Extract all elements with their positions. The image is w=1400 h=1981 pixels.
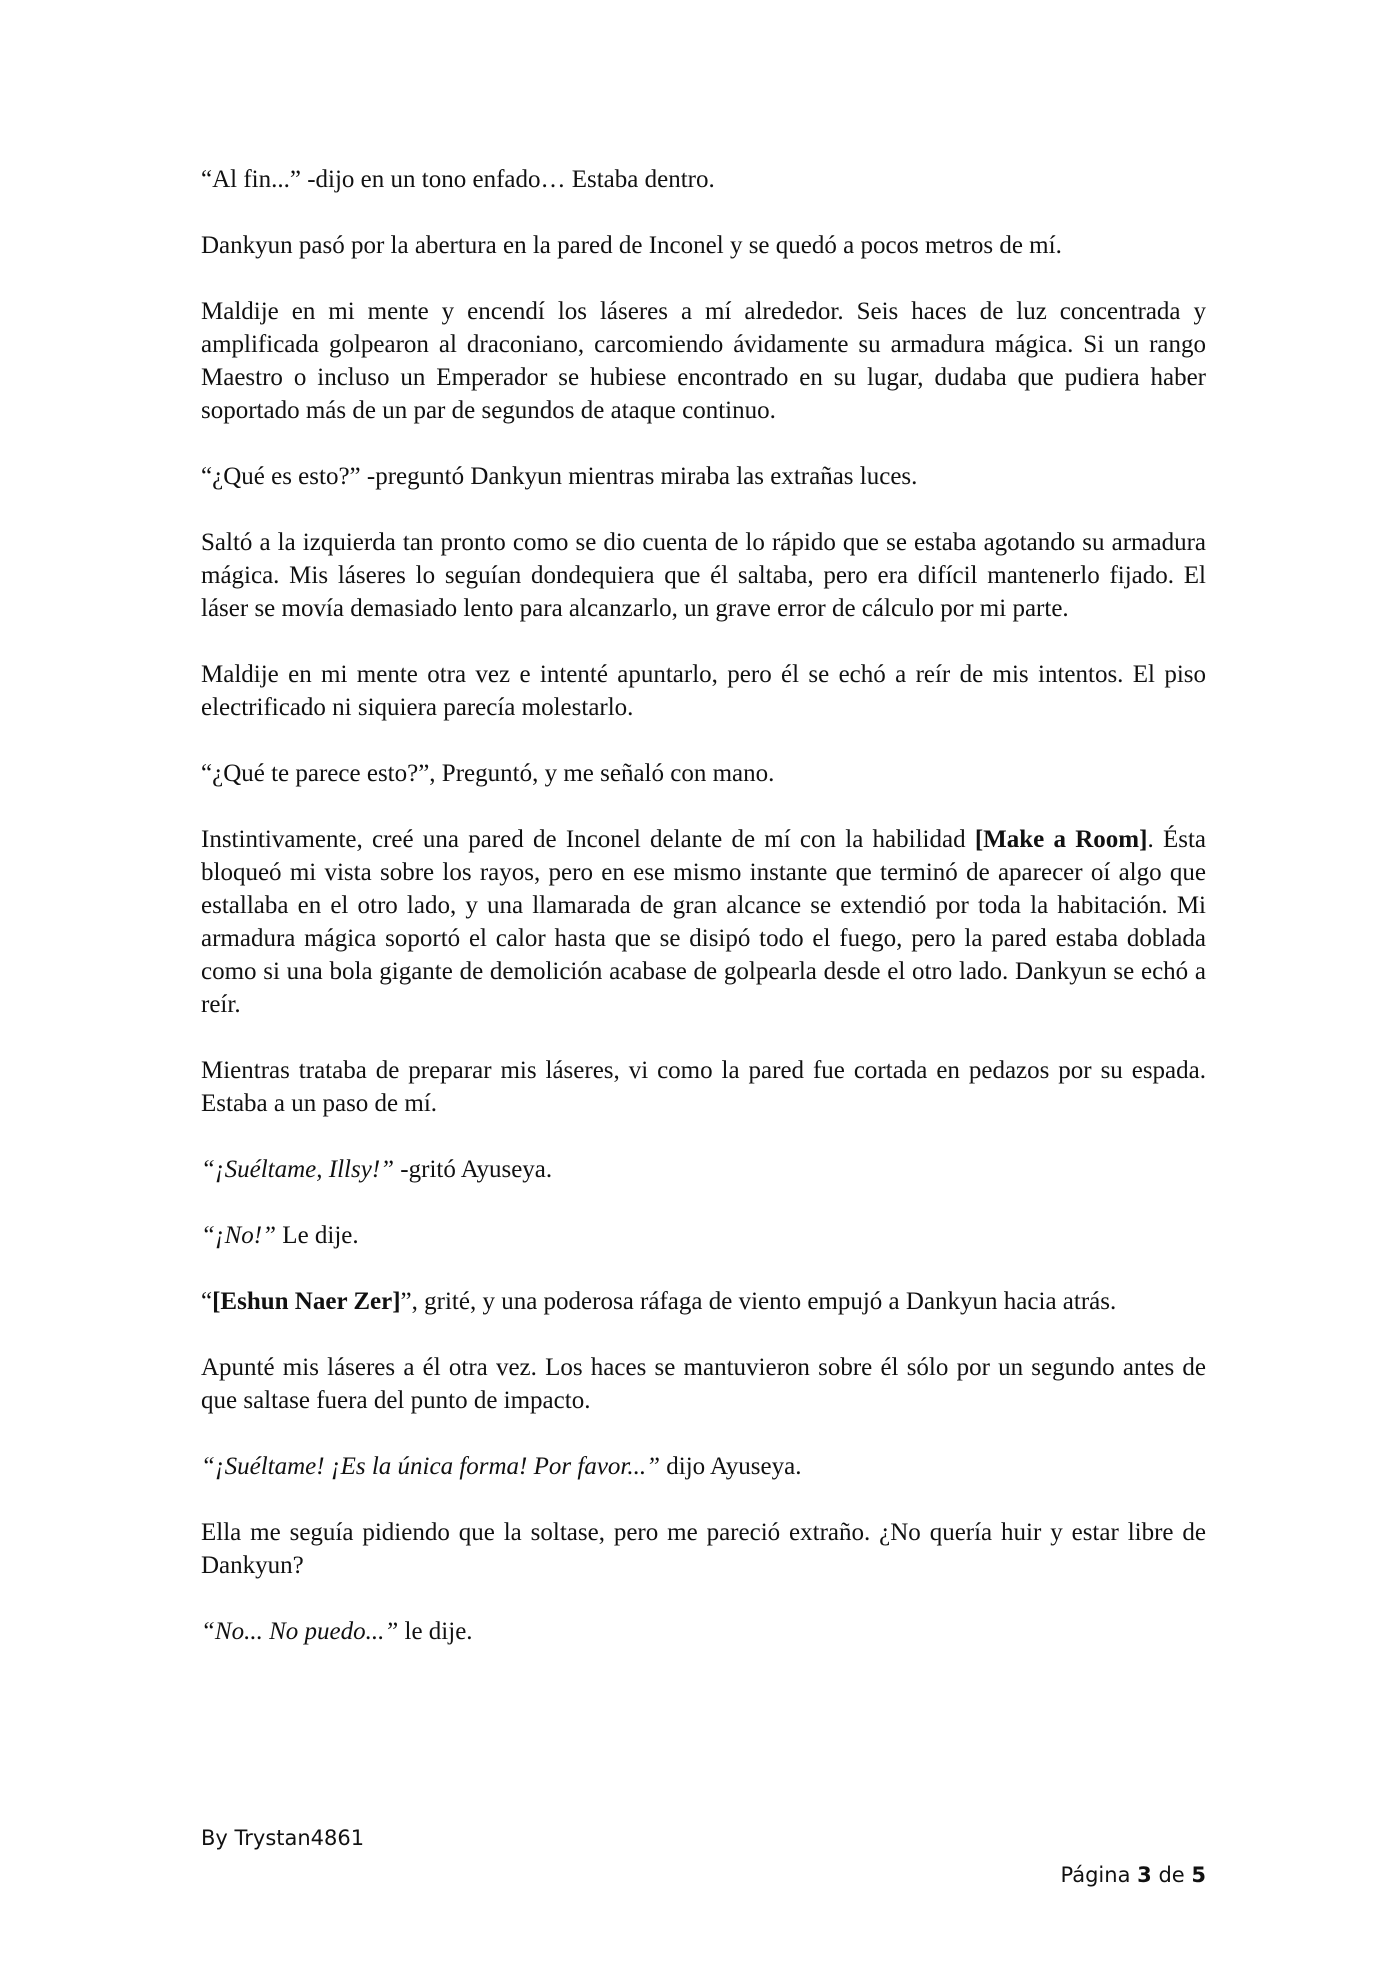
text-run: Instintivamente, creé una pared de Inconel delante de mí con la habilidad [201, 826, 975, 853]
text-run: “ [201, 1288, 213, 1315]
text-run: “No... No puedo...” [201, 1618, 399, 1645]
text-run: . Ésta bloqueó mi vista sobre los rayos, pero en ese mismo instante que terminó de aparecer oí algo que estallaba en el otro lado, y una llamarada de gran alcance se extendió por toda la habitación. Mi armadura mágica soportó el calor hasta que se disipó todo el fuego, pero la pared estaba doblada como si una bola gigante de demolición acabase de golpearla desde el otro lado. Dankyun se echó a reír. [201, 826, 1206, 1018]
text-run: “¿Qué es esto?” -preguntó Dankyun mientras miraba las extrañas luces. [201, 463, 918, 490]
paragraph [201, 295, 1206, 427]
paragraph [201, 1450, 1206, 1483]
text-run: “¡Suéltame! ¡Es la única forma! Por favor...” [201, 1453, 661, 1480]
paragraph [201, 1615, 1206, 1648]
footer-author: By Trystan4861 [201, 1826, 365, 1850]
text-run: Maldije en mi mente otra vez e intenté apuntarlo, pero él se echó a reír de mis intentos. El piso electrificado ni siquiera parecía molestarlo. [201, 661, 1206, 721]
paragraph [201, 229, 1206, 262]
text-run: ”, grité, y una poderosa ráfaga de viento empujó a Dankyun hacia atrás. [400, 1288, 1117, 1315]
page-of: de [1158, 1863, 1185, 1887]
text-run: Mientras trataba de preparar mis láseres, vi como la pared fue cortada en pedazos por su espada. Estaba a un paso de mí. [201, 1057, 1206, 1117]
paragraph [201, 1219, 1206, 1252]
document-body [201, 163, 1206, 1681]
text-run: “¡Suéltame, Illsy!” [201, 1156, 395, 1183]
text-run: Apunté mis láseres a él otra vez. Los haces se mantuvieron sobre él sólo por un segundo antes de que saltase fuera del punto de impacto. [201, 1354, 1206, 1414]
paragraph [201, 658, 1206, 724]
paragraph [201, 1153, 1206, 1186]
footer-page-number [1061, 1863, 1207, 1887]
text-run: Dankyun pasó por la abertura en la pared de Inconel y se quedó a pocos metros de mí. [201, 232, 1062, 259]
paragraph [201, 1516, 1206, 1582]
text-run: Le dije. [276, 1222, 359, 1249]
text-run: “Al fin...” -dijo en un tono enfado… Estaba dentro. [201, 166, 715, 193]
paragraph [201, 526, 1206, 625]
page-total: 5 [1191, 1863, 1206, 1887]
page-word: Página [1060, 1863, 1131, 1887]
paragraph [201, 460, 1206, 493]
paragraph [201, 163, 1206, 196]
text-run: Saltó a la izquierda tan pronto como se dio cuenta de lo rápido que se estaba agotando su armadura mágica. Mis láseres lo seguían dondequiera que él saltaba, pero era difícil mantenerlo fijado. El láser se movía demasiado lento para alcanzarlo, un grave error de cálculo por mi parte. [201, 529, 1206, 622]
text-run: dijo Ayuseya. [660, 1453, 802, 1480]
paragraph [201, 1054, 1206, 1120]
text-run: [Eshun Naer Zer] [212, 1288, 401, 1315]
paragraph [201, 1285, 1206, 1318]
text-run: “¡No!” [201, 1222, 277, 1249]
text-run: -gritó Ayuseya. [394, 1156, 553, 1183]
text-run: le dije. [398, 1618, 473, 1645]
page-current: 3 [1137, 1863, 1152, 1887]
text-run: “¿Qué te parece esto?”, Preguntó, y me señaló con mano. [201, 760, 775, 787]
text-run: [Make a Room] [974, 826, 1148, 853]
paragraph [201, 1351, 1206, 1417]
paragraph [201, 757, 1206, 790]
text-run: Ella me seguía pidiendo que la soltase, pero me pareció extraño. ¿No quería huir y estar libre de Dankyun? [201, 1519, 1206, 1579]
paragraph [201, 823, 1206, 1021]
text-run: Maldije en mi mente y encendí los láseres a mí alrededor. Seis haces de luz concentrada y amplificada golpearon al draconiano, carcomiendo ávidamente su armadura mágica. Si un rango Maestro o incluso un Emperador se hubiese encontrado en su lugar, dudaba que pudiera haber soportado más de un par de segundos de ataque continuo. [201, 298, 1206, 424]
